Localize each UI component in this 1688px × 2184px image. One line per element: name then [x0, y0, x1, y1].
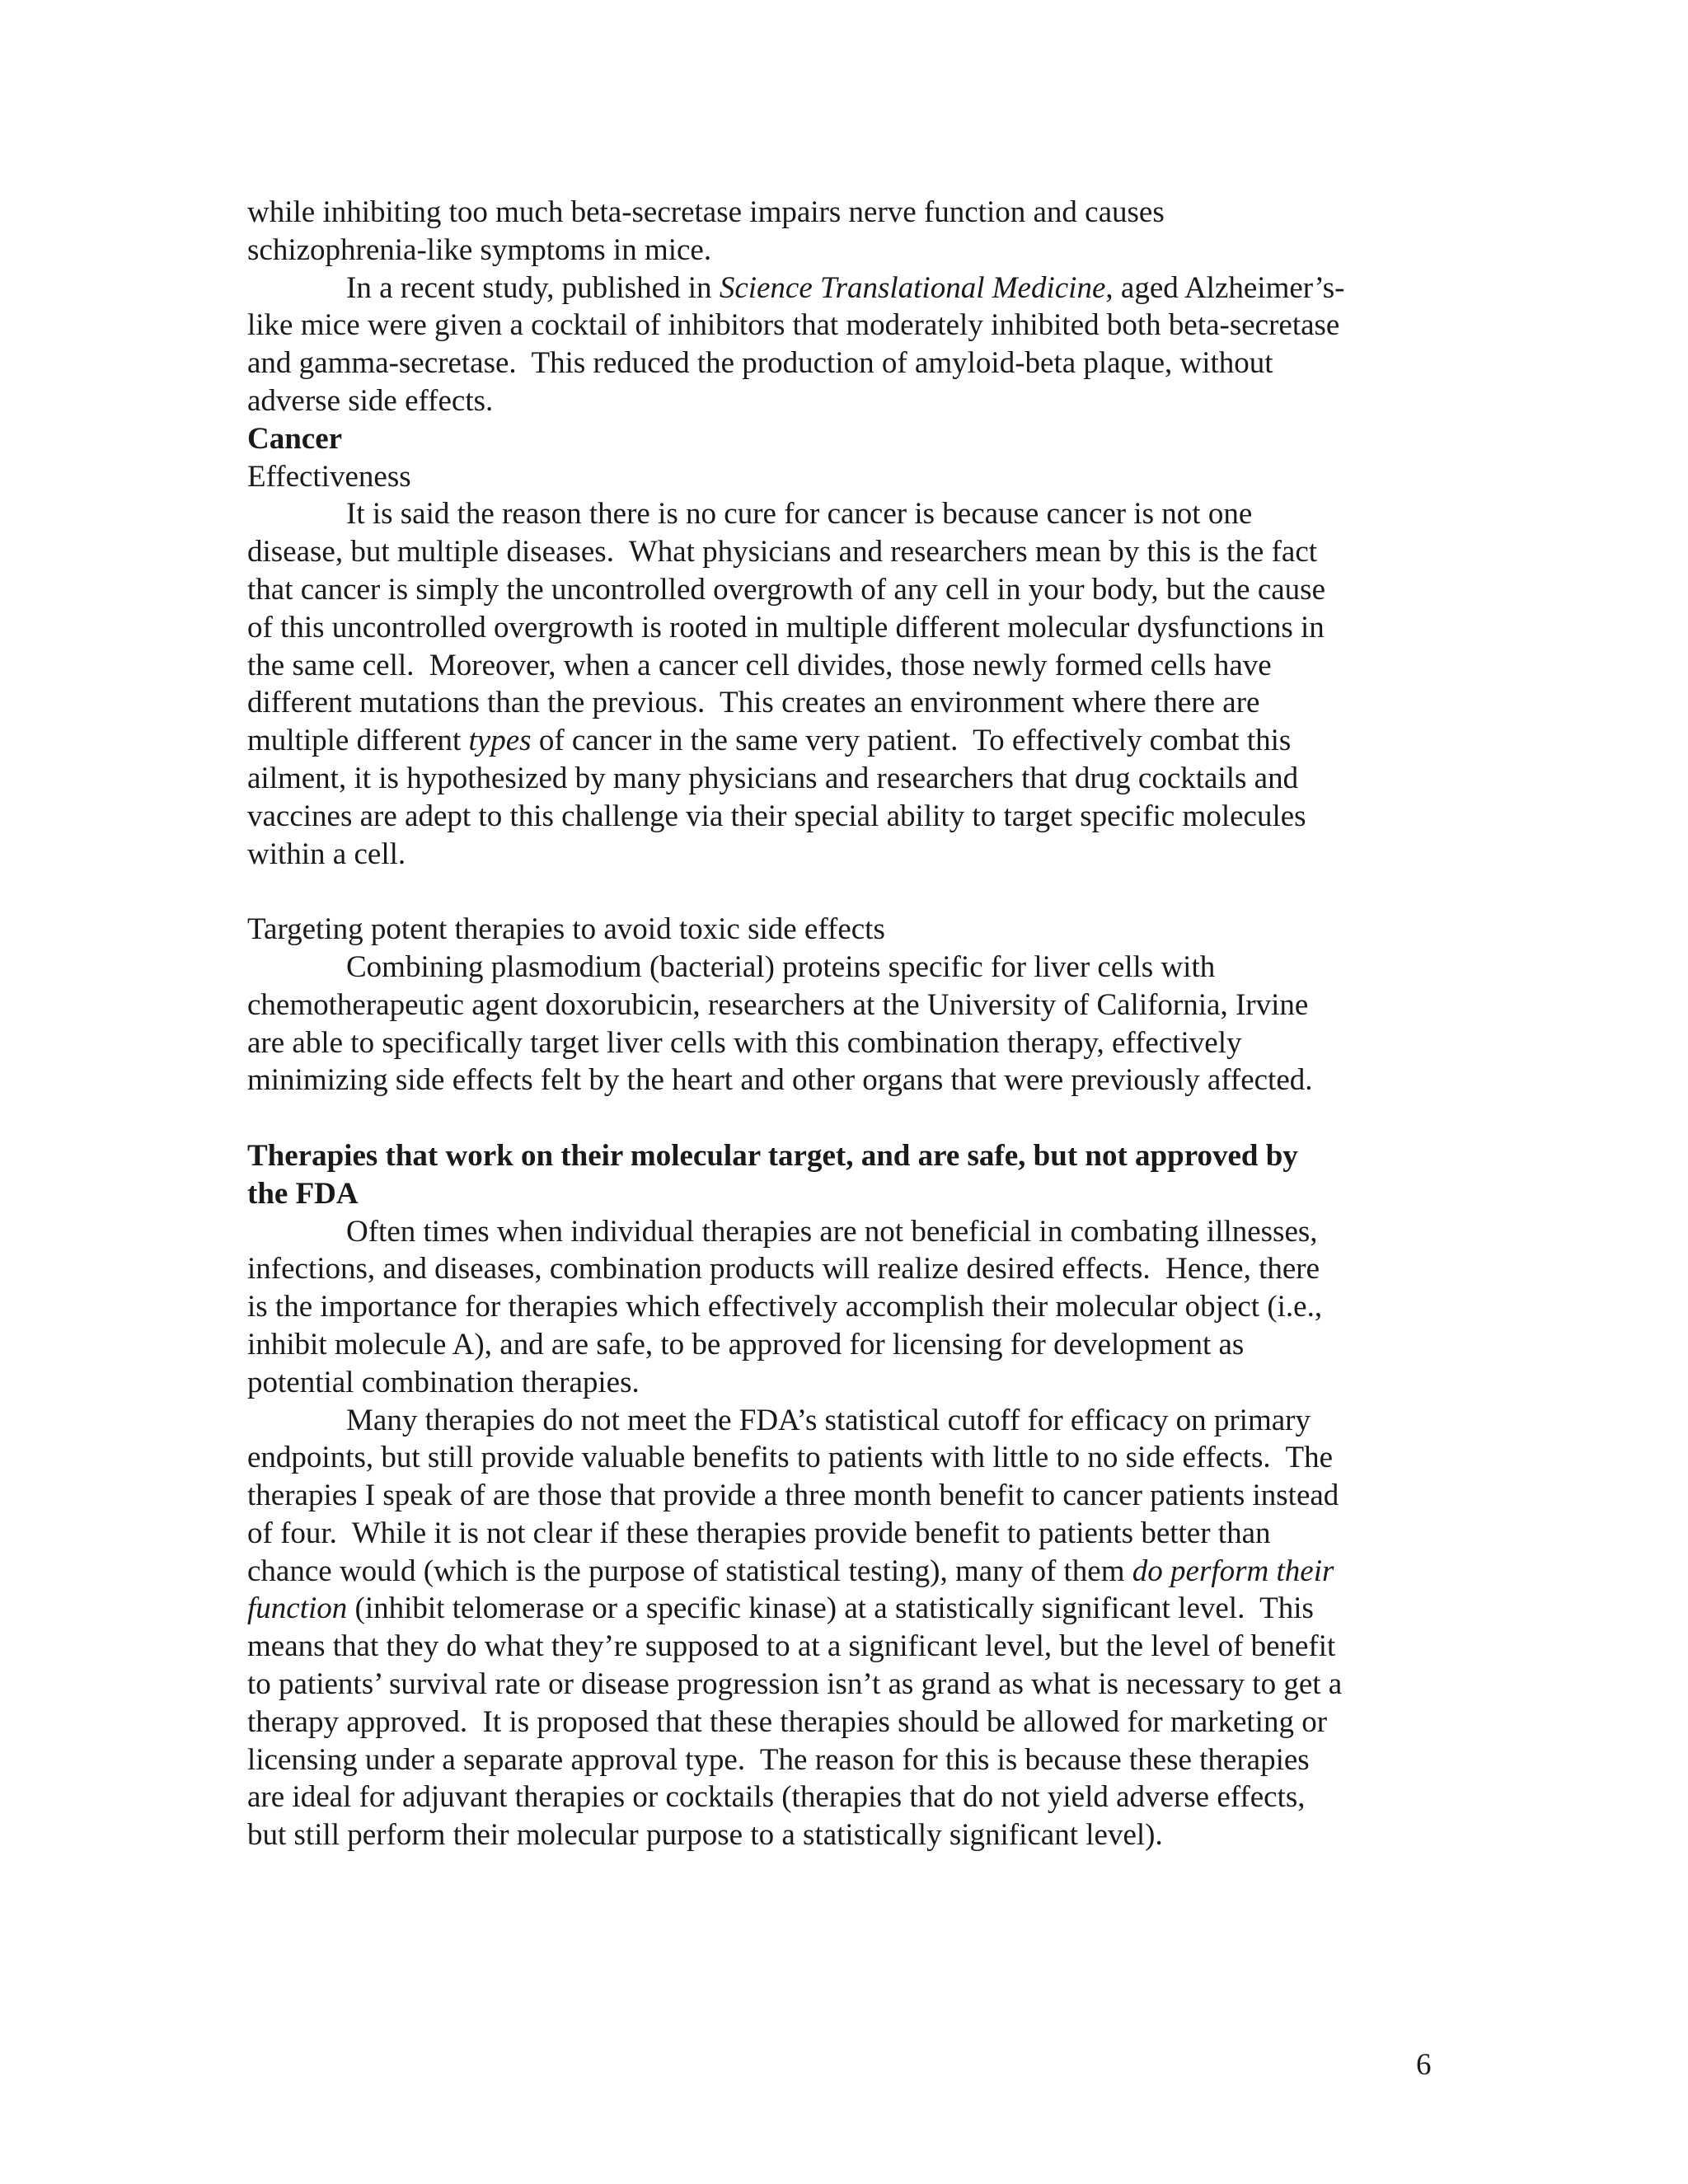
text-run: ailment, it is hypothesized by many physicians and researchers that drug cocktails and [247, 761, 1299, 795]
text-run: of cancer in the same very patient. To effectively combat this [531, 724, 1292, 758]
italic-text: Science Translational Medicine [719, 270, 1106, 305]
blank-line [247, 873, 1451, 911]
text-run: , aged Alzheimer’s- [1105, 270, 1345, 305]
italic-text: function [247, 1591, 348, 1626]
body-text-line [247, 1402, 1451, 1440]
text-run: chemotherapeutic agent doxorubicin, researchers at the University of California, Irvine [247, 987, 1309, 1022]
page-number: 6 [1416, 2048, 1432, 2082]
text-run: endpoints, but still provide valuable benefits to patients with little to no side effects. The [247, 1441, 1334, 1475]
italic-text: types [468, 724, 532, 758]
body-text-line [247, 1062, 1451, 1099]
section-heading-line [247, 1137, 1451, 1175]
text-run: within a cell. [247, 837, 406, 871]
text-run: of this uncontrolled overgrowth is rooted in multiple different molecular dysfunctions in [247, 610, 1325, 644]
body-text-line [247, 1364, 1451, 1402]
text-run: are ideal for adjuvant therapies or cocktails (therapies that do not yield adverse effects, [247, 1780, 1306, 1815]
text-run: therapy approved. It is proposed that these therapies should be allowed for marketing or [247, 1704, 1328, 1739]
text-run: vaccines are adept to this challenge via their special ability to target specific molecules [247, 799, 1306, 833]
blank-line [247, 1099, 1451, 1137]
text-run: means that they do what they’re supposed to at a significant level, but the level of benefit [247, 1629, 1336, 1664]
body-text-line [247, 1439, 1451, 1477]
body-text-line [247, 458, 1451, 496]
body-text-line [247, 533, 1451, 571]
text-run: Targeting potent therapies to avoid toxic side effects [247, 912, 885, 947]
text-run: different mutations than the previous. This creates an environment where there are [247, 686, 1260, 720]
text-run: to patients’ survival rate or disease progression isn’t as grand as what is necessary to get a [247, 1667, 1343, 1702]
text-run: but still perform their molecular purpose to a statistically significant level). [247, 1818, 1163, 1853]
body-text-line [247, 307, 1451, 344]
body-text-line [247, 760, 1451, 798]
body-text-line [247, 1704, 1451, 1741]
section-heading-line [247, 1175, 1451, 1213]
body-text-line [247, 269, 1451, 307]
body-text-line [247, 1779, 1451, 1816]
body-text-line [247, 1553, 1451, 1591]
body-text-line [247, 987, 1451, 1024]
body-text-line [247, 1590, 1451, 1628]
body-text-line [247, 836, 1451, 874]
text-run: chance would (which is the purpose of statistical testing), many of them [247, 1554, 1132, 1588]
text-run: Many therapies do not meet the FDA’s statistical cutoff for efficacy on primary [346, 1403, 1311, 1437]
text-run: disease, but multiple diseases. What physicians and researchers mean by this is the fact [247, 535, 1318, 569]
text-run: Often times when individual therapies are not beneficial in combating illnesses, [346, 1214, 1318, 1249]
body-text-line [247, 1666, 1451, 1704]
text-run: and gamma-secretase. This reduced the production of amyloid-beta plaque, without [247, 346, 1273, 381]
text-run: Effectiveness [247, 459, 411, 494]
text-run: are able to specifically target liver cells with this combination therapy, effectively [247, 1025, 1242, 1060]
body-text-line [247, 1628, 1451, 1666]
text-run: minimizing side effects felt by the heart and other organs that were previously affected. [247, 1063, 1313, 1098]
text-run: is the importance for therapies which effectively accomplish their molecular object (i.e., [247, 1290, 1323, 1324]
text-run: that cancer is simply the uncontrolled overgrowth of any cell in your body, but the cause [247, 572, 1326, 607]
body-text-line [247, 1477, 1451, 1515]
text-run: inhibit molecule A), and are safe, to be approved for licensing for development as [247, 1327, 1245, 1361]
text-run: multiple different [247, 724, 469, 758]
body-text-line [247, 194, 1451, 232]
text-run: In a recent study, published in [346, 270, 720, 305]
body-text-line [247, 1250, 1451, 1288]
body-text-line [247, 1326, 1451, 1364]
body-text-line [247, 382, 1451, 420]
body-text-line [247, 495, 1451, 533]
body-text-line [247, 722, 1451, 760]
text-run: Combining plasmodium (bacterial) proteins specific for liver cells with [346, 949, 1216, 984]
section-heading-line [247, 420, 1451, 458]
text-run: infections, and diseases, combination products will realize desired effects. Hence, there [247, 1252, 1320, 1286]
text-run: Cancer [247, 421, 343, 456]
body-text-line [247, 911, 1451, 949]
body-text-line [247, 798, 1451, 836]
body-text-line [247, 1515, 1451, 1553]
body-text-line [247, 232, 1451, 269]
text-run: while inhibiting too much beta-secretase impairs nerve function and causes [247, 195, 1165, 229]
text-run: therapies I speak of are those that provide a three month benefit to cancer patients instead [247, 1479, 1339, 1513]
text-run: (inhibit telomerase or a specific kinase) at a statistically significant level. This [347, 1591, 1314, 1626]
text-run: the same cell. Moreover, when a cancer cell divides, those newly formed cells have [247, 648, 1272, 682]
body-text-line [247, 1816, 1451, 1854]
text-run: It is said the reason there is no cure for cancer is because cancer is not one [346, 497, 1253, 532]
body-text-line [247, 647, 1451, 685]
text-run: Therapies that work on their molecular target, and are safe, but not approved by [247, 1138, 1298, 1173]
text-run: potential combination therapies. [247, 1365, 640, 1399]
page-body [247, 194, 1451, 1854]
body-text-line [247, 571, 1451, 609]
text-run: adverse side effects. [247, 383, 494, 418]
body-text-line [247, 1741, 1451, 1779]
text-run: schizophrenia-like symptoms in mice. [247, 232, 712, 267]
body-text-line [247, 684, 1451, 722]
body-text-line [247, 949, 1451, 987]
italic-text: do perform their [1132, 1554, 1334, 1588]
body-text-line [247, 344, 1451, 382]
text-run: the FDA [247, 1176, 359, 1211]
body-text-line [247, 609, 1451, 647]
body-text-line [247, 1288, 1451, 1326]
text-run: licensing under a separate approval type. The reason for this is because these therapies [247, 1742, 1310, 1777]
text-run: of four. While it is not clear if these therapies provide benefit to patients better than [247, 1516, 1271, 1550]
text-run: like mice were given a cocktail of inhibitors that moderately inhibited both beta-secretase [247, 308, 1340, 343]
body-text-line [247, 1024, 1451, 1062]
body-text-line [247, 1213, 1451, 1251]
